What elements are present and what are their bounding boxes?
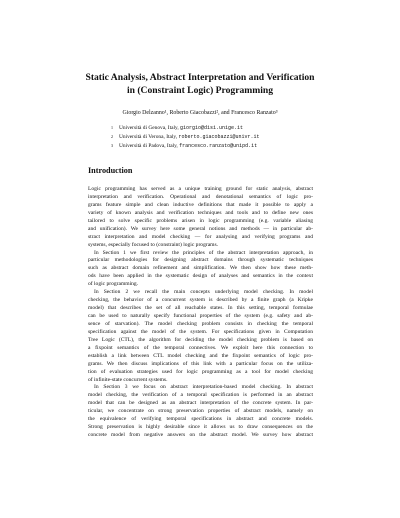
affiliation-text: Università di Genova, Italy, — [119, 125, 181, 131]
body-line: Strong preservation is highly desirable since it allows us to draw consequences on the — [88, 424, 313, 431]
body-line: In Section 3 we focus on abstract interpretation-based model checking. In abstract — [94, 384, 313, 391]
body-line: tion of evaluation strategies used for logic programming as a tool for model checking — [88, 368, 313, 375]
author-list: Giorgio Delzanno¹, Roberto Giacobazzi², and Francesco Ranzato³ — [122, 110, 278, 116]
body-line: and unification). We survey here some general notions and methods — in particular ab- — [88, 225, 313, 232]
body-line: Tree Logic (CTL), the algorithm for deciding the model checking problem is based on — [88, 336, 313, 343]
body-text — [88, 186, 313, 440]
affiliation — [111, 142, 311, 151]
body-line: stract interpretation and model checking — for analysing and verifying programs and — [88, 233, 313, 240]
body-line: checking, the behavior of a concurrent system is described by a finite graph (a Kripke — [88, 297, 313, 304]
affiliation — [111, 133, 311, 142]
body-line: can be used to naturally specify functional properties of the system (e.g. safety and ab- — [88, 313, 313, 319]
body-line: a fixpoint semantics of the temporal connectives. We exploit here this connection to — [88, 344, 313, 351]
body-line: of logic programming. — [88, 281, 139, 288]
body-line: Logic programming has served as a unique training ground for static analysis, abstract — [88, 186, 313, 192]
body-line: model) that describes the set of all reachable states. In this setting, temporal formulae — [88, 305, 313, 312]
affiliation-email: francesco.ranzato@unipd.it — [179, 143, 258, 149]
body-line: sence of starvation). The model checking problem consists in checking the temporal — [88, 320, 313, 327]
affiliation-mark: 2 — [111, 134, 113, 139]
body-line: model that can be designed as an abstract interpretation of the concrete system. In par- — [88, 400, 313, 407]
affiliation-text: Università di Verona, Italy, — [119, 134, 179, 140]
body-line: particular methodologies for designing abstract domains through systematic techniques — [88, 257, 313, 264]
body-line: of infinite-state concurrent systems. — [88, 376, 168, 383]
affiliation-list — [111, 124, 311, 151]
paper-title — [60, 71, 340, 97]
affiliation-mark: 3 — [111, 143, 113, 148]
body-line: In Section 2 we recall the main concepts underlying model checking. In model — [94, 289, 313, 296]
body-line: variety of known analysis and verification techniques and tools and to define new ones — [88, 209, 313, 216]
body-line: the equivalence of verifying temporal specifications in abstract and concrete models. — [88, 416, 313, 423]
affiliation-mark: 1 — [111, 125, 113, 130]
body-line: ods have been applied in the systematic design of analyses and semantics in the context — [88, 273, 313, 280]
section-heading: Introduction — [88, 166, 133, 175]
body-line: grams. We then discuss implications of this link with a particular focus on the utiliza- — [88, 360, 313, 367]
affiliation-email: giorgio@disi.unige.it — [180, 125, 244, 131]
body-line: concrete model from negative answers on the abstract model. We survey how abstract — [88, 432, 313, 439]
body-line: ticular, we concentrate on strong preservation properties of abstract models, namely on — [88, 408, 313, 415]
body-line: model checking, the verification of a temporal specification is performed in an abstract — [88, 392, 313, 399]
body-line: such as abstract domain refinement and simplification. We then show how these meth- — [88, 265, 313, 272]
title-line: Static Analysis, Abstract Interpretation and Verification — [85, 72, 315, 83]
affiliation-text: Università di Padova, Italy, — [119, 143, 180, 149]
body-line: specification against the model of the system. For specifications given in Computation — [88, 328, 313, 335]
body-line: grams feature simple and clean inductive definitions that made it possible to apply a — [88, 201, 313, 208]
affiliation-email: roberto.giacobazzi@univr.it — [178, 134, 260, 140]
affiliation — [111, 124, 311, 133]
body-line: tailored to solve specific problems arisen in logic programming (e.g. variable aliasing — [88, 217, 313, 224]
body-line: establish a link between CTL model checking and the fixpoint semantics of logic pro- — [88, 352, 313, 359]
title-line: in (Constraint Logic) Programming — [126, 85, 274, 96]
body-line: interpretation and verification. Operational and denotational semantics of logic pro- — [88, 193, 313, 200]
body-line: In Section 1 we first review the principles of the abstract interpretation approach, in — [94, 249, 313, 256]
body-line: systems, especially focused to (constraint) logic programs. — [88, 241, 219, 248]
